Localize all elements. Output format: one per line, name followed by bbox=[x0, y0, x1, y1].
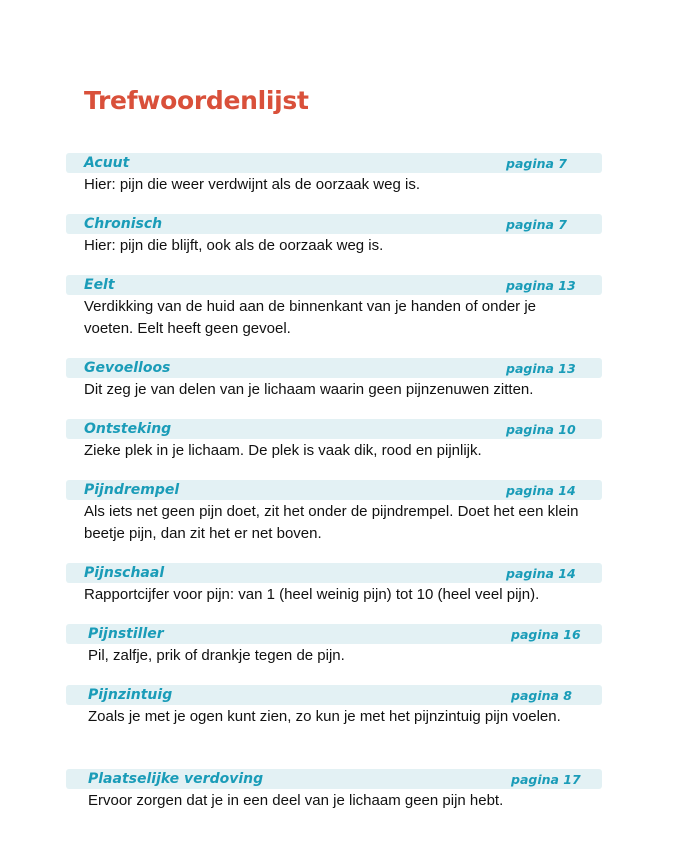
entry-definition: Hier: pijn die blijft, ook als de oorzaak weg is. bbox=[84, 237, 384, 254]
entry-header-bar bbox=[66, 358, 602, 378]
entry-header-bar bbox=[66, 685, 602, 705]
glossary-entry-pijnschaal bbox=[66, 563, 602, 606]
entry-page-reference: pagina 8 bbox=[511, 688, 572, 703]
entry-page-reference: pagina 14 bbox=[506, 566, 576, 581]
entry-definition: Pil, zalfje, prik of drankje tegen de pijn. bbox=[88, 647, 345, 664]
entry-header-bar bbox=[66, 419, 602, 439]
entry-definition: Dit zeg je van delen van je lichaam waarin geen pijnzenuwen zitten. bbox=[84, 381, 534, 398]
entry-definition: Als iets net geen pijn doet, zit het onder de pijndrempel. Doet het een klein beetje pijn, dan zit het er net boven. bbox=[84, 503, 579, 542]
glossary-entry-gevoelloos bbox=[66, 358, 602, 401]
entry-definition: Hier: pijn die weer verdwijnt als de oorzaak weg is. bbox=[84, 176, 420, 193]
entry-term: Pijnschaal bbox=[84, 565, 165, 581]
entry-page-reference: pagina 17 bbox=[511, 772, 581, 787]
entry-term: Acuut bbox=[84, 155, 130, 171]
entry-header-bar bbox=[66, 624, 602, 644]
entry-page-reference: pagina 7 bbox=[506, 217, 567, 232]
entry-page-reference: pagina 14 bbox=[506, 483, 576, 498]
entry-page-reference: pagina 13 bbox=[506, 278, 576, 293]
entry-page-reference: pagina 13 bbox=[506, 361, 576, 376]
entry-term: Pijnzintuig bbox=[88, 687, 173, 703]
glossary-entry-pijnstiller bbox=[66, 624, 602, 667]
glossary-entry-ontsteking bbox=[66, 419, 602, 462]
entry-term: Ontsteking bbox=[84, 421, 172, 437]
entry-definition: Zoals je met je ogen kunt zien, zo kun je met het pijnzintuig pijn voelen. bbox=[88, 708, 561, 725]
glossary-entry-pijndrempel bbox=[66, 480, 602, 545]
entry-term: Pijndrempel bbox=[84, 482, 180, 498]
entry-term: Eelt bbox=[84, 277, 115, 293]
entry-header-bar bbox=[66, 153, 602, 173]
entry-term: Pijnstiller bbox=[88, 626, 164, 642]
glossary-entry-pijnzintuig bbox=[66, 685, 602, 728]
entry-header-bar bbox=[66, 480, 602, 500]
glossary-entry-acuut bbox=[66, 153, 602, 196]
glossary-entry-eelt bbox=[66, 275, 602, 340]
entry-definition: Zieke plek in je lichaam. De plek is vaak dik, rood en pijnlijk. bbox=[84, 442, 482, 459]
page-title: Trefwoordenlijst bbox=[84, 86, 309, 115]
entry-header-bar bbox=[66, 563, 602, 583]
entry-term: Chronisch bbox=[84, 216, 163, 232]
entry-definition: Verdikking van de huid aan de binnenkant van je handen of onder je voeten. Eelt heeft geen gevoel. bbox=[84, 298, 537, 337]
entry-header-bar bbox=[66, 769, 602, 789]
entry-term: Gevoelloos bbox=[84, 360, 171, 376]
glossary-entry-chronisch bbox=[66, 214, 602, 257]
glossary-entry-plaatselijke-verdoving bbox=[66, 769, 602, 812]
entry-page-reference: pagina 10 bbox=[506, 422, 576, 437]
entry-term: Plaatselijke verdoving bbox=[88, 771, 264, 787]
entry-definition: Rapportcijfer voor pijn: van 1 (heel weinig pijn) tot 10 (heel veel pijn). bbox=[84, 586, 540, 603]
entry-page-reference: pagina 7 bbox=[506, 156, 567, 171]
entry-page-reference: pagina 16 bbox=[511, 627, 581, 642]
entry-header-bar bbox=[66, 275, 602, 295]
entry-definition: Ervoor zorgen dat je in een deel van je lichaam geen pijn hebt. bbox=[88, 792, 504, 809]
entry-header-bar bbox=[66, 214, 602, 234]
